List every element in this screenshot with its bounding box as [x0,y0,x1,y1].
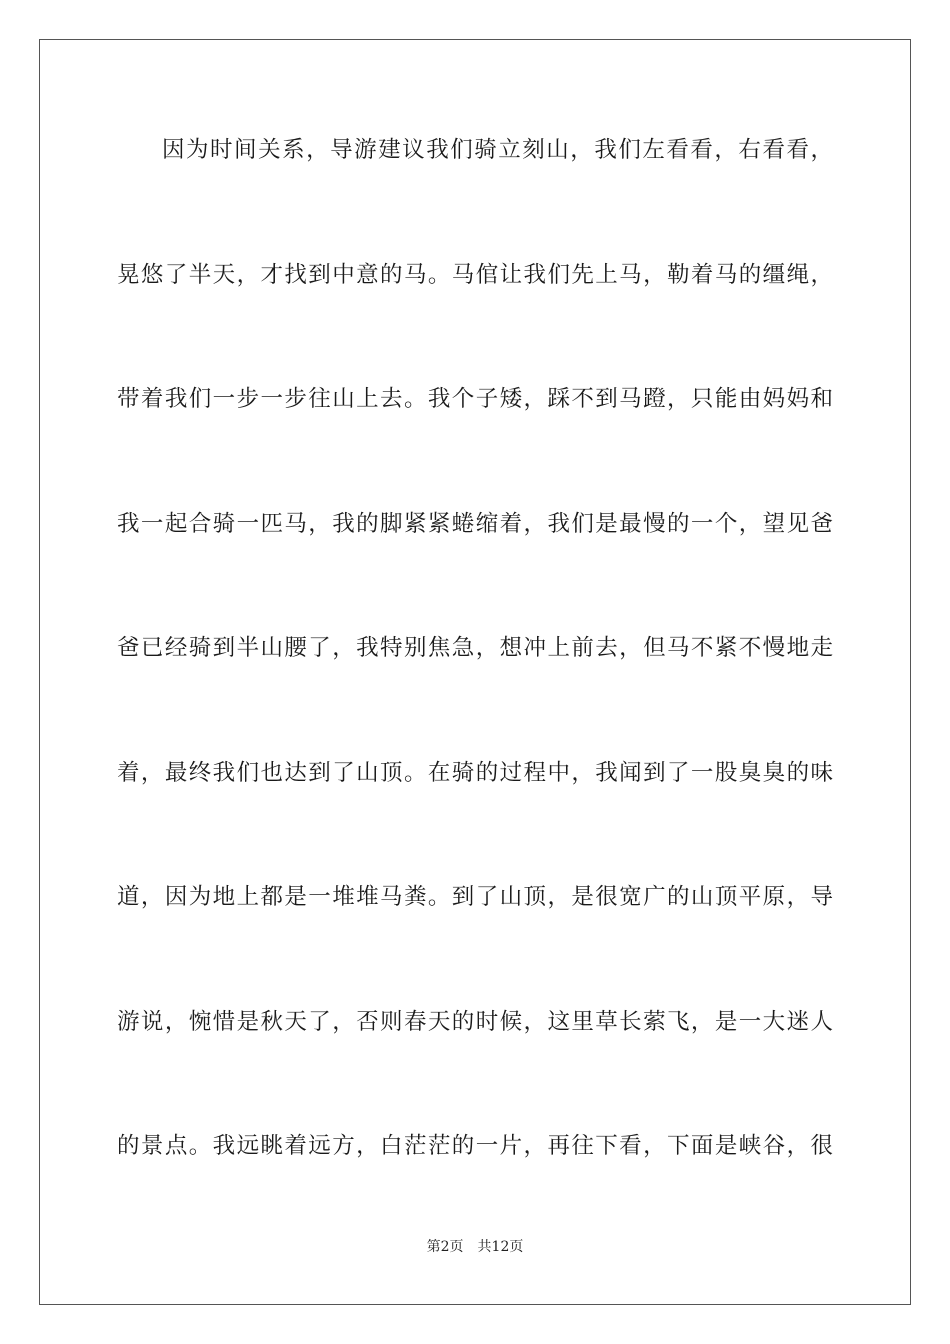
paragraph-line-7: 道，因为地上都是一堆堆马粪。到了山顶，是很宽广的山顶平原，导 [117,884,833,910]
paragraph-line-4: 我一起合骑一匹马，我的脚紧紧蜷缩着，我们是最慢的一个，望见爸 [117,511,833,537]
paragraph-line-6: 着，最终我们也达到了山顶。在骑的过程中，我闻到了一股臭臭的味 [117,760,833,786]
page-number: 第2页 [426,1239,464,1255]
page-footer [0,1237,950,1257]
paragraph-line-1: 因为时间关系，导游建议我们骑立刻山，我们左看看，右看看， [162,137,833,163]
paragraph-line-5: 爸已经骑到半山腰了，我特别焦急，想冲上前去，但马不紧不慢地走 [117,635,833,661]
paragraph-line-2: 晃悠了半天，才找到中意的马。马倌让我们先上马，勒着马的缰绳， [117,262,833,288]
page-border [39,39,911,1305]
paragraph-line-8: 游说，惋惜是秋天了，否则春天的时候，这里草长萦飞，是一大迷人 [117,1009,833,1035]
page-total: 共12页 [477,1239,524,1255]
paragraph-line-3: 带着我们一步一步往山上去。我个子矮，踩不到马蹬，只能由妈妈和 [117,386,833,412]
paragraph-line-9: 的景点。我远眺着远方，白茫茫的一片，再往下看，下面是峡谷，很 [117,1133,833,1159]
